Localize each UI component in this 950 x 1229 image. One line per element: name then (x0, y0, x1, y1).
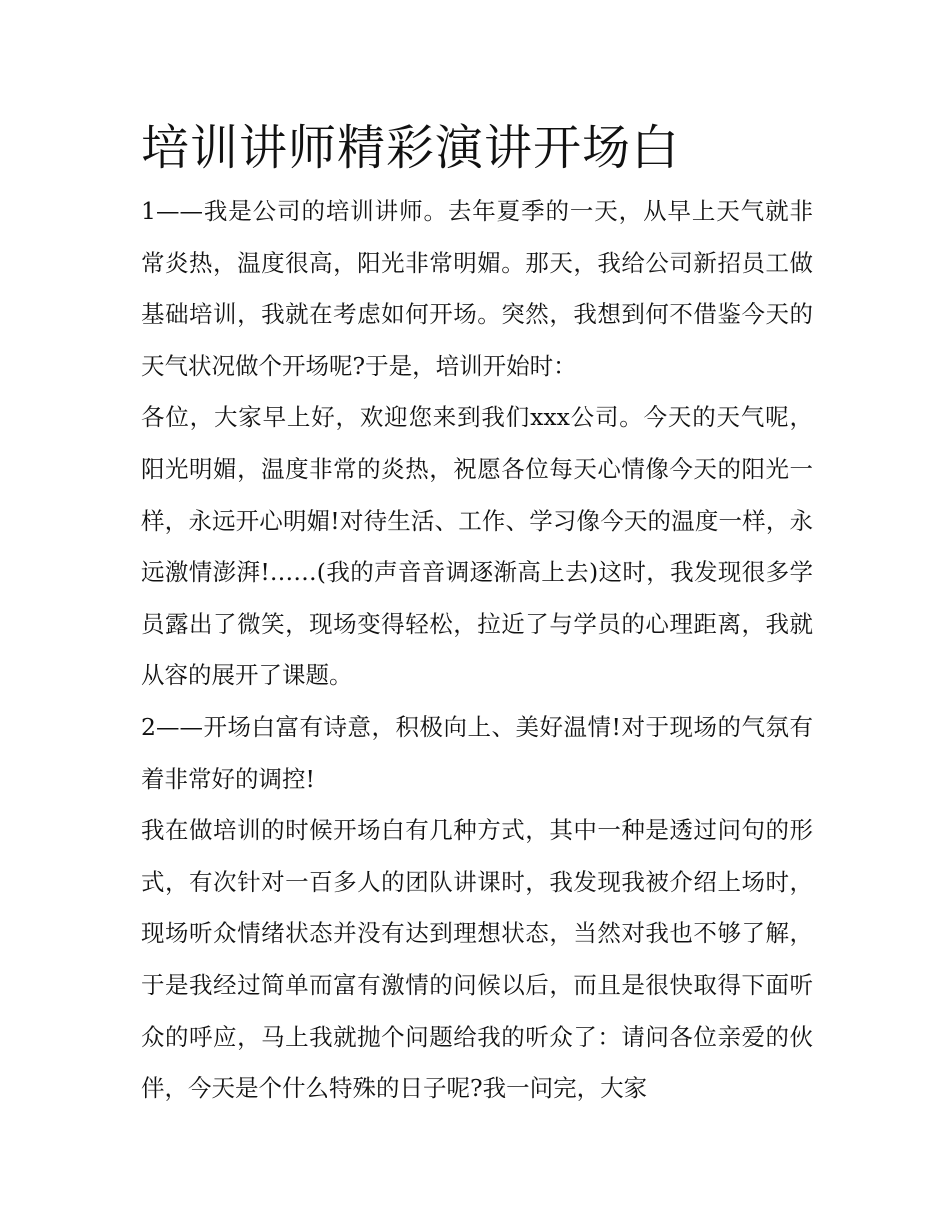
paragraph-3: 2——开场白富有诗意，积极向上、美好温情!对于现场的气氛有着非常好的调控! (141, 712, 813, 793)
document-title: 培训讲师精彩演讲开场白 (141, 120, 681, 176)
paragraph-1: 1——我是公司的培训讲师。去年夏季的一天，从早上天气就非常炎热，温度很高，阳光非常明媚。那天，我给公司新招员工做基础培训，我就在考虑如何开场。突然，我想到何不借鉴今天的天气状况做个开场呢?于是，培训开始时： (141, 197, 813, 380)
paragraph-4: 我在做培训的时候开场白有几种方式，其中一种是透过问句的形式，有次针对一百多人的团队讲课时，我发现我被介绍上场时，现场听众情绪状态并没有达到理想状态，当然对我也不够了解，于是我经过简单而富有激情的问候以后，而且是很快取得下面听众的呼应，马上我就抛个问题给我的听众了：请问各位亲爱的伙伴，今天是个什么特殊的日子呢?我一问完，大家 (141, 816, 813, 1103)
document-body (141, 118, 813, 1115)
paragraph-2: 各位，大家早上好，欢迎您来到我们xxx公司。今天的天气呢，阳光明媚，温度非常的炎热，祝愿各位每天心情像今天的阳光一样，永远开心明媚!对待生活、工作、学习像今天的温度一样，永远激情澎湃!……(我的声音音调逐渐高上去)这时，我发现很多学员露出了微笑，现场变得轻松，拉近了与学员的心理距离，我就从容的展开了课题。 (141, 403, 813, 690)
